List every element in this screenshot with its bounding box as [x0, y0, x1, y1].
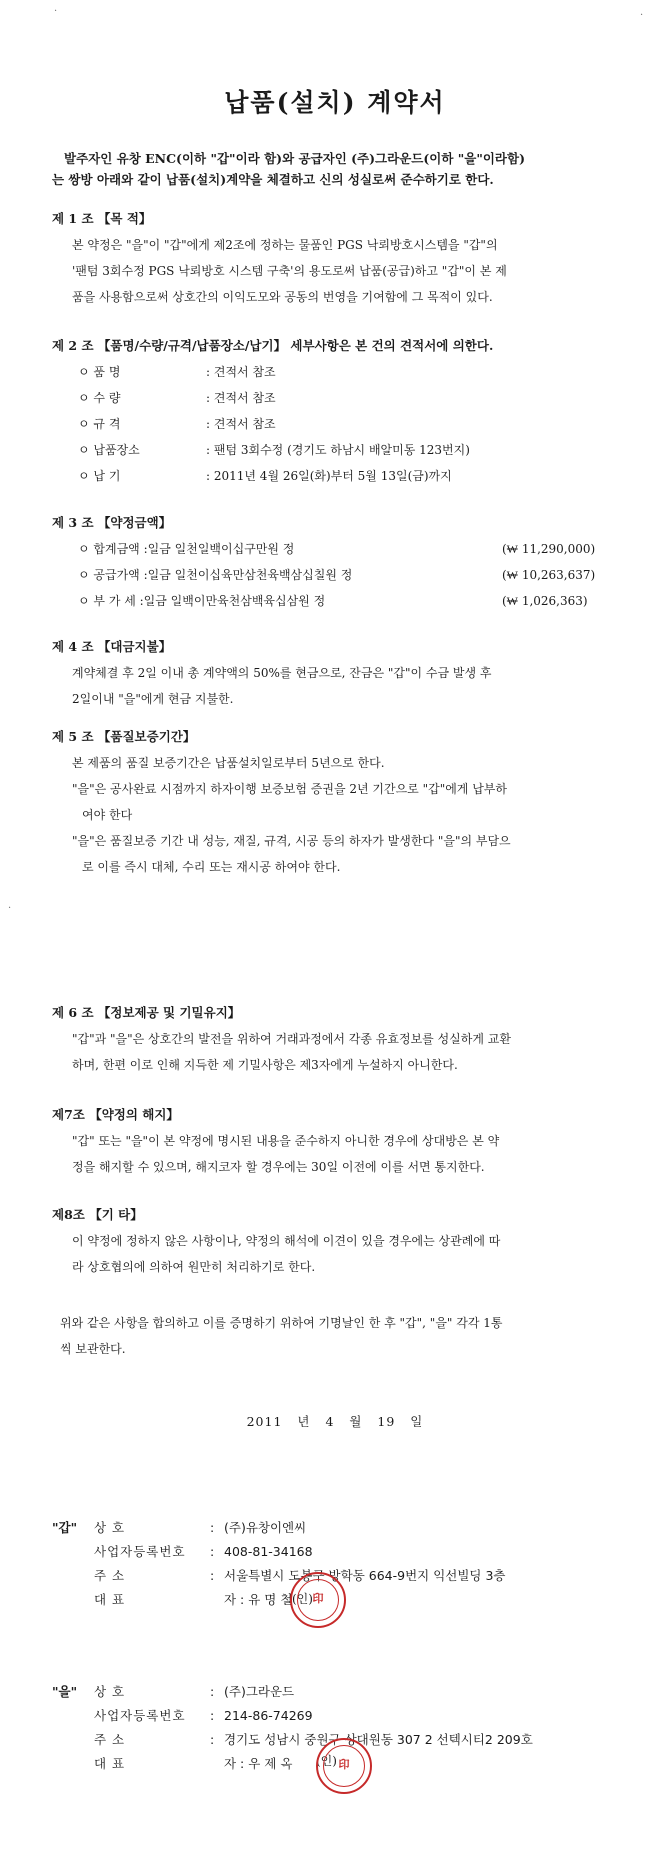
- intro-line: 발주자인 유창 ENC(이하 "갑"이라 함)와 공급자인 (주)그라운드(이하 "을"이라함): [64, 151, 526, 166]
- spec-item: [78, 385, 622, 411]
- party-field-value: 자 : 유 명 철: [224, 1592, 293, 1607]
- article-body-line: 라 상호협의에 의하여 원만히 처리하기로 한다.: [72, 1260, 316, 1274]
- colon: :: [210, 1544, 215, 1559]
- spec-value: : 견적서 참조: [206, 417, 276, 431]
- party-field-label: 대 표: [94, 1592, 126, 1607]
- company-seal-icon: [316, 1738, 372, 1794]
- article-body-line: "을"은 공사완료 시점까지 하자이행 보증보험 증권을 2년 기간으로 "갑"에게 납부하: [72, 782, 507, 796]
- party-row: [52, 1540, 612, 1564]
- article-body-line: 2일이내 "을"에게 현금 지불한.: [72, 692, 234, 706]
- amount-text: 일금 일천일백이십구만원 정: [147, 542, 295, 556]
- company-seal-icon: [290, 1572, 346, 1628]
- party-field-value: (주)그라운드: [224, 1684, 295, 1699]
- colon: [210, 1588, 224, 1612]
- amount-row: [78, 536, 622, 562]
- party-field-label: 상 호: [94, 1684, 126, 1699]
- closing-line: 씩 보관한다.: [60, 1342, 126, 1356]
- party-field-value: (주)유창이엔씨: [224, 1520, 307, 1535]
- amount-label: ㅇ 공급가액 :: [78, 568, 148, 582]
- seal-mark-text: (인): [316, 1754, 337, 1768]
- article-2: [52, 333, 622, 489]
- article-body-line: 로 이를 즉시 대체, 수리 또는 재시공 하여야 한다.: [82, 860, 341, 874]
- spec-label: ㅇ 수 량: [78, 391, 121, 405]
- spec-label: ㅇ 품 명: [78, 365, 121, 379]
- colon: [210, 1752, 224, 1776]
- seal-mark-text: (인): [292, 1592, 313, 1606]
- article-body-line: 품을 사용함으로써 상호간의 이익도모와 공동의 번영을 기여함에 그 목적이 있다.: [72, 290, 493, 304]
- spec-value: : 견적서 참조: [206, 391, 276, 405]
- amount-label: ㅇ 합계금액 :: [78, 542, 148, 556]
- document-title: 납품(설치) 계약서: [224, 88, 446, 117]
- amount-text: 일금 일천이십육만삼천육백삼십칠원 정: [147, 568, 353, 582]
- closing-paragraph: [52, 1310, 622, 1362]
- article-body-line: "을"은 품질보증 기간 내 성능, 재질, 규격, 시공 등의 하자가 발생한다 "을"의 부담으: [72, 834, 511, 848]
- intro-line: 는 쌍방 아래와 같이 납품(설치)계약을 체결하고 신의 성실로써 준수하기로 한다.: [52, 172, 494, 187]
- article-heading: 제7조 【약정의 해지】: [52, 1107, 179, 1122]
- closing-line: 위와 같은 사항을 합의하고 이를 증명하기 위하여 기명날인 한 후 "갑", "을" 각각 1통: [60, 1316, 503, 1330]
- party-field-label: 주 소: [94, 1732, 126, 1747]
- colon: :: [210, 1520, 215, 1535]
- article-body-line: 본 약정은 "을"이 "갑"에게 제2조에 정하는 물품인 PGS 낙뢰방호시스템을 "갑"의: [72, 238, 498, 252]
- scan-speck: ·: [8, 903, 12, 914]
- party-row: [52, 1516, 612, 1540]
- colon: :: [210, 1708, 215, 1723]
- seal-glyph: 印: [312, 1592, 324, 1605]
- party-field-label: 사업자등록번호: [94, 1708, 186, 1723]
- spec-item: [78, 411, 622, 437]
- seal-glyph: 印: [338, 1758, 350, 1771]
- party-field-value: 경기도 성남시 중원구 상대원동 307 2 선텍시티2 209호: [224, 1732, 533, 1747]
- spec-value: : 팬텀 3회수정 (경기도 하남시 배알미동 123번지): [206, 443, 470, 457]
- colon: :: [210, 1568, 215, 1583]
- party-field-value: 자 : 우 제 옥: [224, 1756, 293, 1771]
- article-heading: 제8조 【기 타】: [52, 1207, 143, 1222]
- party-role: "을": [52, 1684, 78, 1699]
- article-body-line: 이 약정에 정하지 않은 사항이나, 약정의 해석에 이견이 있을 경우에는 상관례에 따: [72, 1234, 501, 1248]
- spec-label: ㅇ 규 격: [78, 417, 121, 431]
- party-field-value: 서울특별시 도봉구 방학동 664-9번지 익선빌딩 3층: [224, 1568, 506, 1583]
- article-8: [52, 1202, 622, 1280]
- amount-row: [78, 562, 622, 588]
- spec-label: ㅇ 납품장소: [78, 443, 140, 457]
- article-body-line: "갑" 또는 "을"이 본 약정에 명시된 내용을 준수하지 아니한 경우에 상대방은 본 약: [72, 1134, 500, 1148]
- amount-figure: (₩ 11,290,000): [502, 542, 596, 556]
- party-field-value: 214-86-74269: [224, 1708, 313, 1723]
- amount-label: ㅇ 부 가 세 :: [78, 594, 144, 608]
- article-heading: 제 1 조 【목 적】: [52, 211, 152, 226]
- article-body-line: 본 제품의 품질 보증기간은 납품설치일로부터 5년으로 한다.: [72, 756, 385, 770]
- amount-text: 일금 일백이만육천삼백육십삼원 정: [143, 594, 326, 608]
- article-body-line: "갑"과 "을"은 상호간의 발전을 위하여 거래과정에서 각종 유효정보를 성실하게 교환: [72, 1032, 511, 1046]
- article-5: [52, 724, 622, 880]
- colon: :: [210, 1732, 215, 1747]
- spec-value: : 견적서 참조: [206, 365, 276, 379]
- spec-value: : 2011년 4월 26일(화)부터 5월 13일(금)까지: [206, 469, 452, 483]
- spec-item: [78, 359, 622, 385]
- party-row: [52, 1680, 612, 1704]
- scan-speck: ·: [54, 6, 58, 17]
- article-body-line: 계약체결 후 2일 이내 총 계약액의 50%를 현금으로, 잔금은 "갑"이 수금 발생 후: [72, 666, 492, 680]
- article-heading: 제 6 조 【정보제공 및 기밀유지】: [52, 1005, 241, 1020]
- article-7: [52, 1102, 622, 1180]
- article-heading: 제 5 조 【품질보증기간】: [52, 729, 196, 744]
- colon: :: [210, 1684, 215, 1699]
- scan-speck: ·: [640, 10, 644, 21]
- article-6: [52, 1000, 622, 1078]
- party-field-label: 대 표: [94, 1756, 126, 1771]
- article-body-line: 정을 해지할 수 있으며, 해지코자 할 경우에는 30일 이전에 이를 서면 통지한다.: [72, 1160, 485, 1174]
- party-field-value: 408-81-34168: [224, 1544, 313, 1559]
- article-4: [52, 634, 622, 712]
- party-field-label: 상 호: [94, 1520, 126, 1535]
- party-field-label: 주 소: [94, 1568, 126, 1583]
- article-heading: 제 3 조 【약정금액】: [52, 515, 172, 530]
- amount-figure: (₩ 1,026,363): [502, 594, 588, 608]
- spec-item: [78, 463, 622, 489]
- article-3: [52, 510, 622, 614]
- article-heading: 제 4 조 【대금지불】: [52, 639, 172, 654]
- contract-date: 2011 년 4 월 19 일: [246, 1414, 424, 1429]
- article-body-line: 여야 한다: [82, 808, 133, 822]
- party-field-label: 사업자등록번호: [94, 1544, 186, 1559]
- intro-paragraph: [52, 148, 612, 190]
- party-role: "갑": [52, 1520, 78, 1535]
- article-body-line: 하며, 한편 이로 인해 지득한 제 기밀사항은 제3자에게 누설하지 아니한다.: [72, 1058, 458, 1072]
- party-row: [52, 1704, 612, 1728]
- article-1: [52, 206, 622, 310]
- article-body-line: '팬텀 3회수정 PGS 낙뢰방호 시스템 구축'의 용도로써 납품(공급)하고 "갑"이 본 제: [72, 264, 507, 278]
- amount-row: [78, 588, 622, 614]
- amount-figure: (₩ 10,263,637): [502, 568, 596, 582]
- spec-item: [78, 437, 622, 463]
- article-heading: 제 2 조 【품명/수량/규격/납품장소/납기】 세부사항은 본 건의 견적서에 의한다.: [52, 338, 494, 353]
- spec-label: ㅇ 납 기: [78, 469, 121, 483]
